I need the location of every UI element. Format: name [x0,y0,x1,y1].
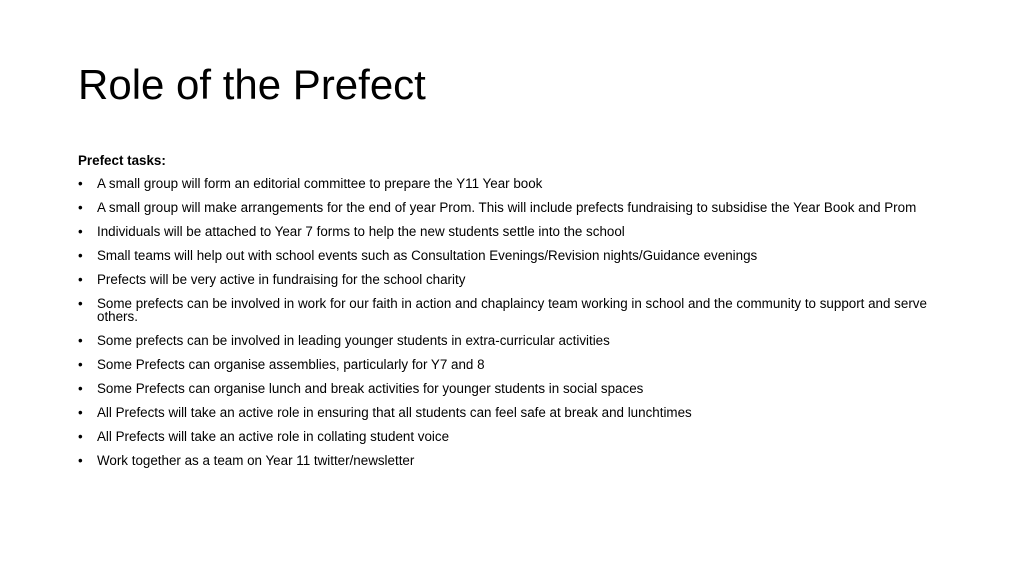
bullet-text: Work together as a team on Year 11 twitter/newsletter [97,453,415,468]
bullet-item [78,201,958,214]
bullet-icon: • [78,381,83,396]
bullet-item [78,177,958,190]
bullet-text: Some prefects can be involved in leading younger students in extra-curricular activities [97,333,610,348]
bullet-icon: • [78,272,83,287]
bullet-text: Some Prefects can organise assemblies, particularly for Y7 and 8 [97,357,485,372]
bullet-text: Individuals will be attached to Year 7 forms to help the new students settle into the school [97,224,625,239]
bullet-item [78,406,958,419]
bullet-text: A small group will form an editorial committee to prepare the Y11 Year book [97,176,543,191]
bullet-text: Prefects will be very active in fundraising for the school charity [97,272,466,287]
bullet-icon: • [78,429,83,444]
bullet-item [78,358,958,371]
bullet-icon: • [78,224,83,239]
bullet-text: Some Prefects can organise lunch and break activities for younger students in social spaces [97,381,644,396]
bullet-icon: • [78,248,83,263]
slide-title: Role of the Prefect [78,61,426,108]
bullet-list [78,177,958,467]
bullet-text: Small teams will help out with school events such as Consultation Evenings/Revision nights/Guidance evenings [97,248,758,263]
bullet-item [78,297,958,323]
bullet-icon: • [78,296,83,311]
bullet-text: Some prefects can be involved in work for our faith in action and chaplaincy team working in school and the community to support and serve others. [97,296,927,324]
bullet-item [78,334,958,347]
bullet-icon: • [78,200,83,215]
bullet-icon: • [78,405,83,420]
bullet-item [78,249,958,262]
bullet-icon: • [78,176,83,191]
bullet-item [78,382,958,395]
slide-body [78,153,958,478]
bullet-icon: • [78,357,83,372]
bullet-icon: • [78,453,83,468]
bullet-text: All Prefects will take an active role in collating student voice [97,429,450,444]
section-heading: Prefect tasks: [78,153,166,168]
bullet-item [78,225,958,238]
bullet-item [78,430,958,443]
bullet-text: A small group will make arrangements for the end of year Prom. This will include prefects fundraising to subsidise the Year Book and Prom [97,200,917,215]
bullet-text: All Prefects will take an active role in ensuring that all students can feel safe at break and lunchtimes [97,405,692,420]
bullet-item [78,454,958,467]
bullet-icon: • [78,333,83,348]
bullet-item [78,273,958,286]
